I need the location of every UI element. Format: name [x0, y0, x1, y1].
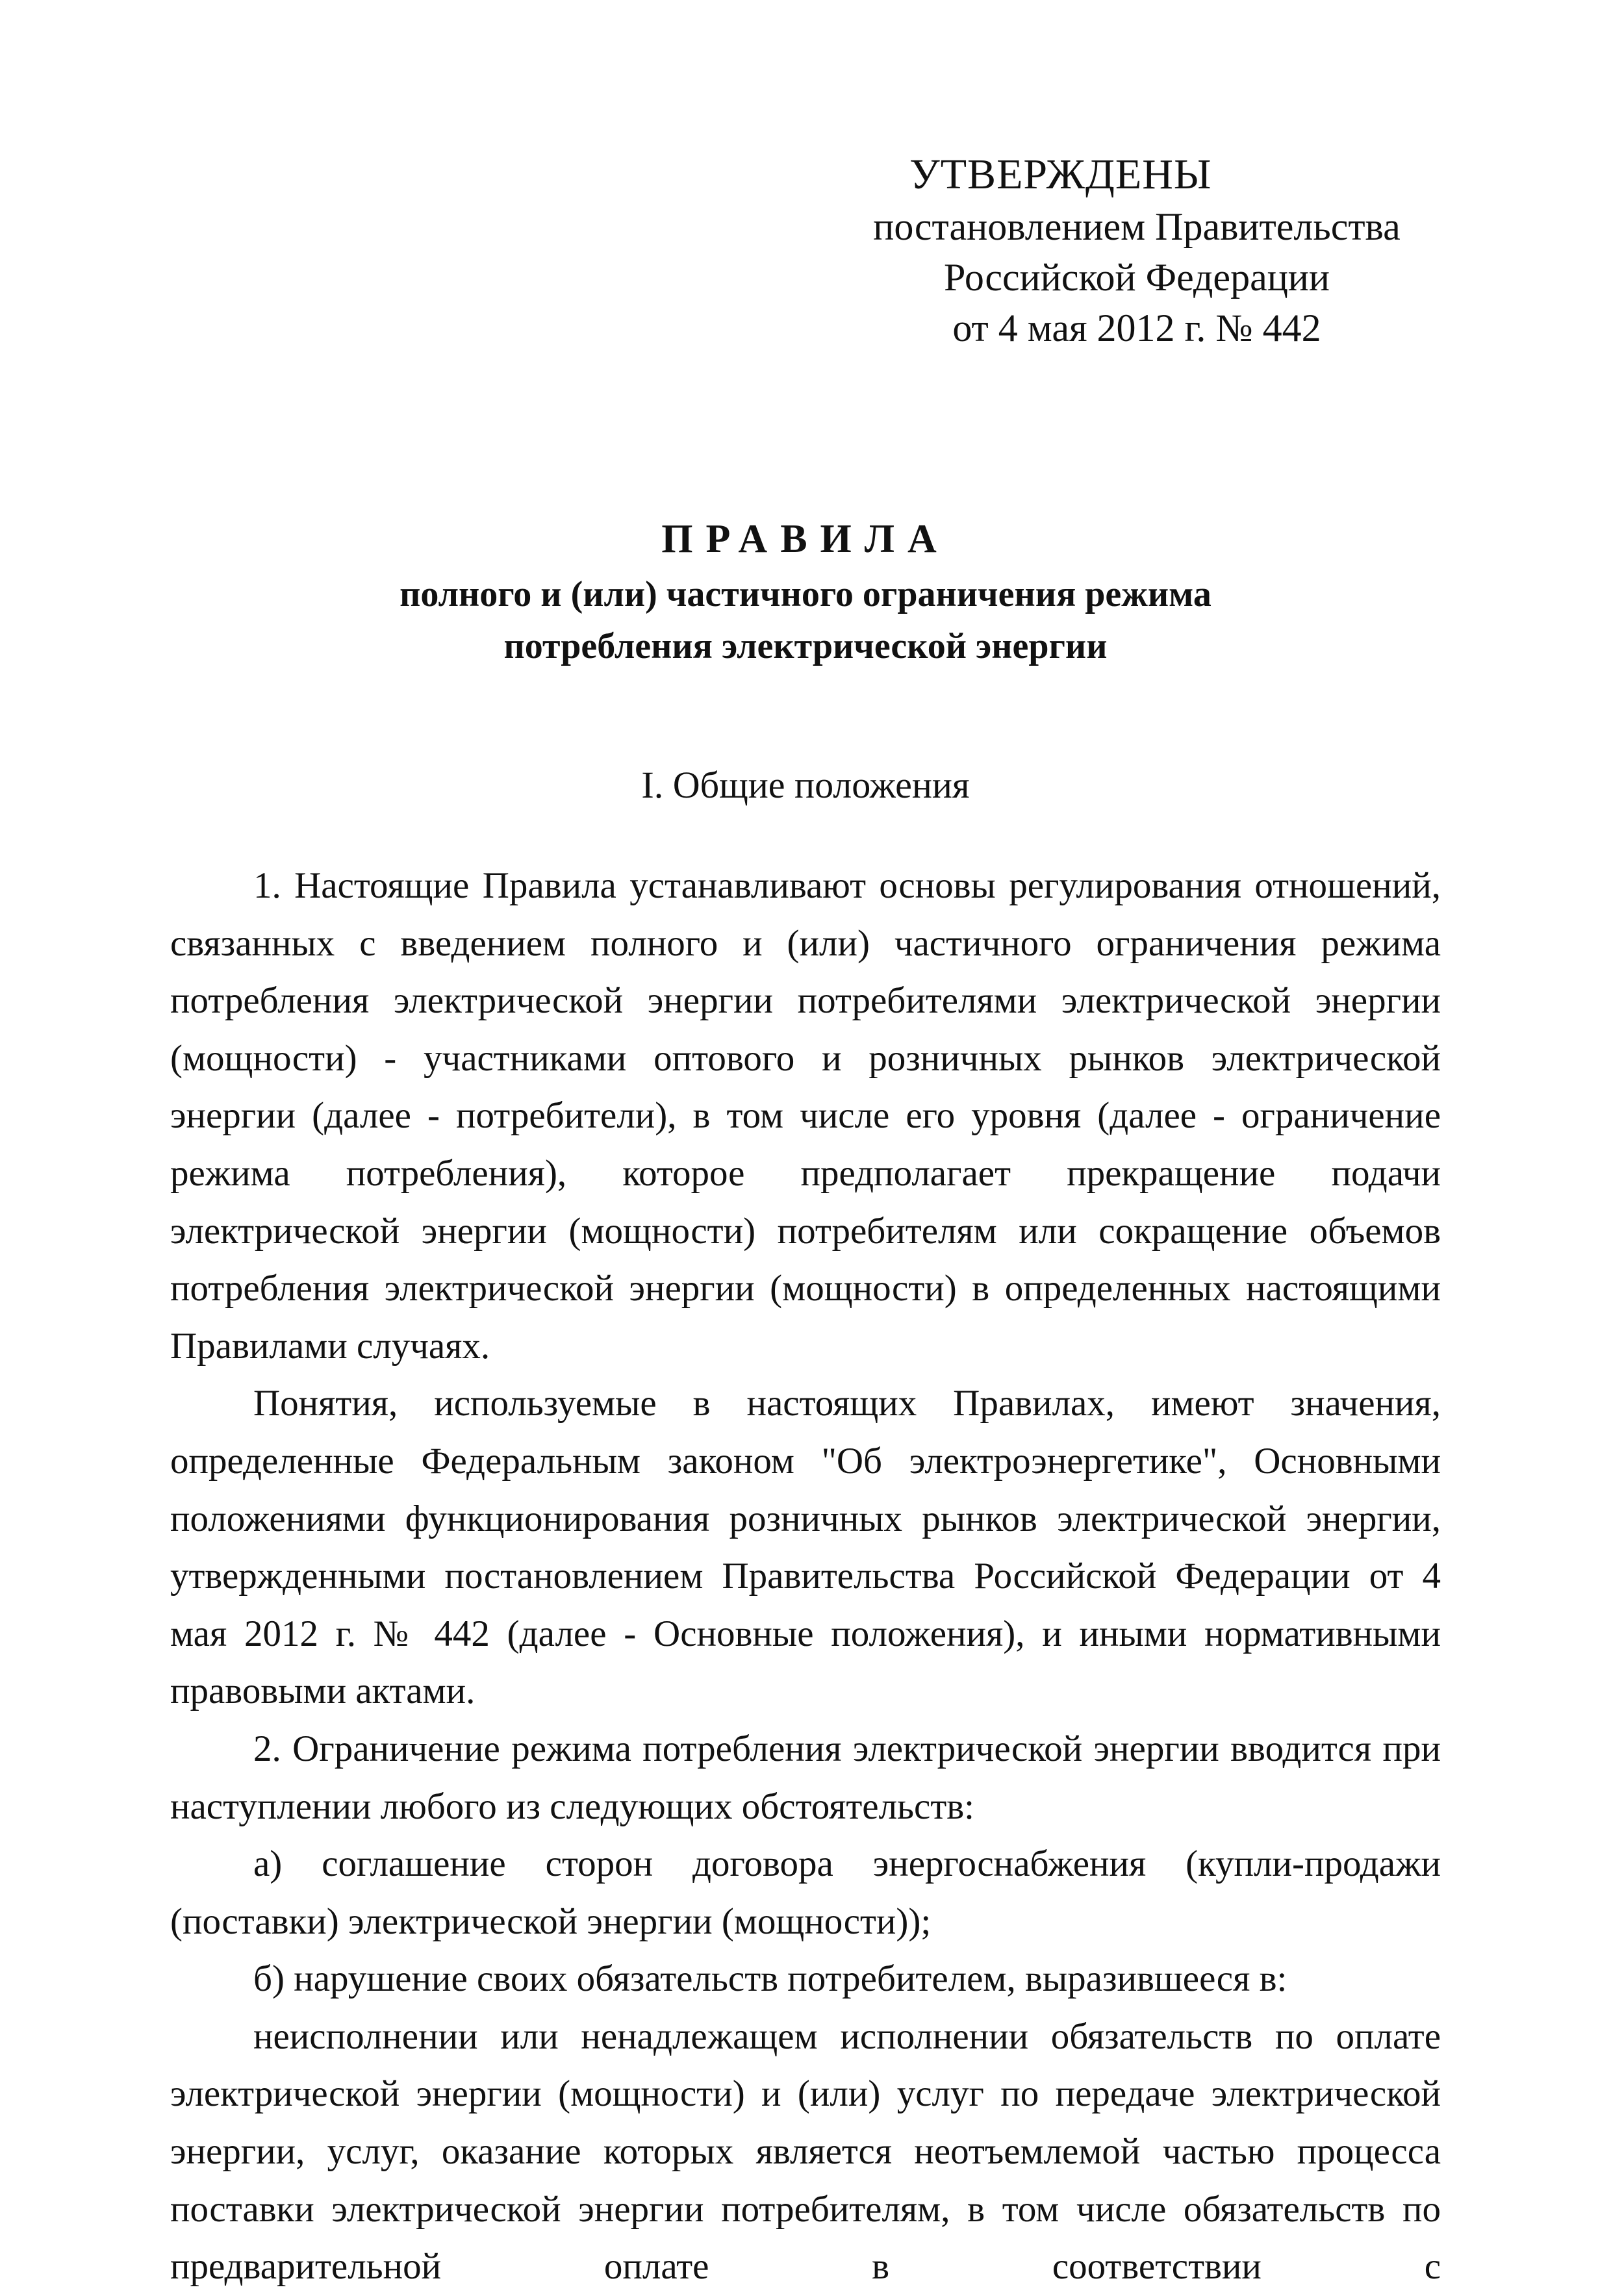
approval-line-2: Российской Федерации [943, 256, 1330, 299]
paragraph-3: 2. Ограничение режима потребления электрической энергии вводится при наступлении любого из следующих обстоятельств: [170, 1728, 1441, 1827]
paragraph-2: Понятия, используемые в настоящих Правилах, имеют значения, определенные Федеральным законом "Об электроэнергетике", Основными положениями функционирования розничных рынков электрической энергии, утвержденными постановлением Правительства Российской Федерации от 4 мая 2012 г. № 442 (далее - Основные положения), и иными нормативными правовыми актами. [170, 1383, 1441, 1712]
document-subtitle-line-1: полного и (или) частичного ограничения режима [400, 574, 1211, 614]
paragraph-5: б) нарушение своих обязательств потребителем, выразившееся в: [253, 1958, 1288, 2000]
paragraph-6: неисполнении или ненадлежащем исполнении обязательств по оплате электрической энергии (мощности) и (или) услуг по передаче электрической энергии, услуг, оказание которых является неотъемлемой частью процесса поставки электрической энергии потребителям, в том числе обязательств по предварительной оплате в соответствии с [170, 2015, 1441, 2288]
document-subtitle-line-2: потребления электрической энергии [503, 626, 1108, 666]
approval-stamp [844, 149, 1429, 353]
document-title: ПРАВИЛА [661, 517, 950, 561]
document-title-block [169, 510, 1442, 672]
section-heading: I. Общие положения [641, 764, 970, 806]
paragraph-1: 1. Настоящие Правила устанавливают основы регулирования отношений, связанных с введением полного и (или) частичного ограничения режима потребления электрической энергии потребителями электрической энергии (мощности) - участниками оптового и розничных рынков электрической энергии (далее - потребители), в том числе его уровня (далее - ограничение режима потребления), которое предполагает прекращение подачи электрической энергии (мощности) потребителям или сокращение объемов потребления электрической энергии (мощности) в определенных настоящими Правилами случаях. [170, 865, 1441, 1367]
approval-line-3: от 4 мая 2012 г. № 442 [952, 307, 1321, 349]
approval-heading: УТВЕРЖДЕНЫ [909, 151, 1212, 198]
body-text [170, 857, 1441, 2296]
approval-line-1: постановлением Правительства [873, 205, 1401, 248]
paragraph-4: а) соглашение сторон договора энергоснабжения (купли-продажи (поставки) электрической энергии (мощности)); [170, 1843, 1441, 1942]
